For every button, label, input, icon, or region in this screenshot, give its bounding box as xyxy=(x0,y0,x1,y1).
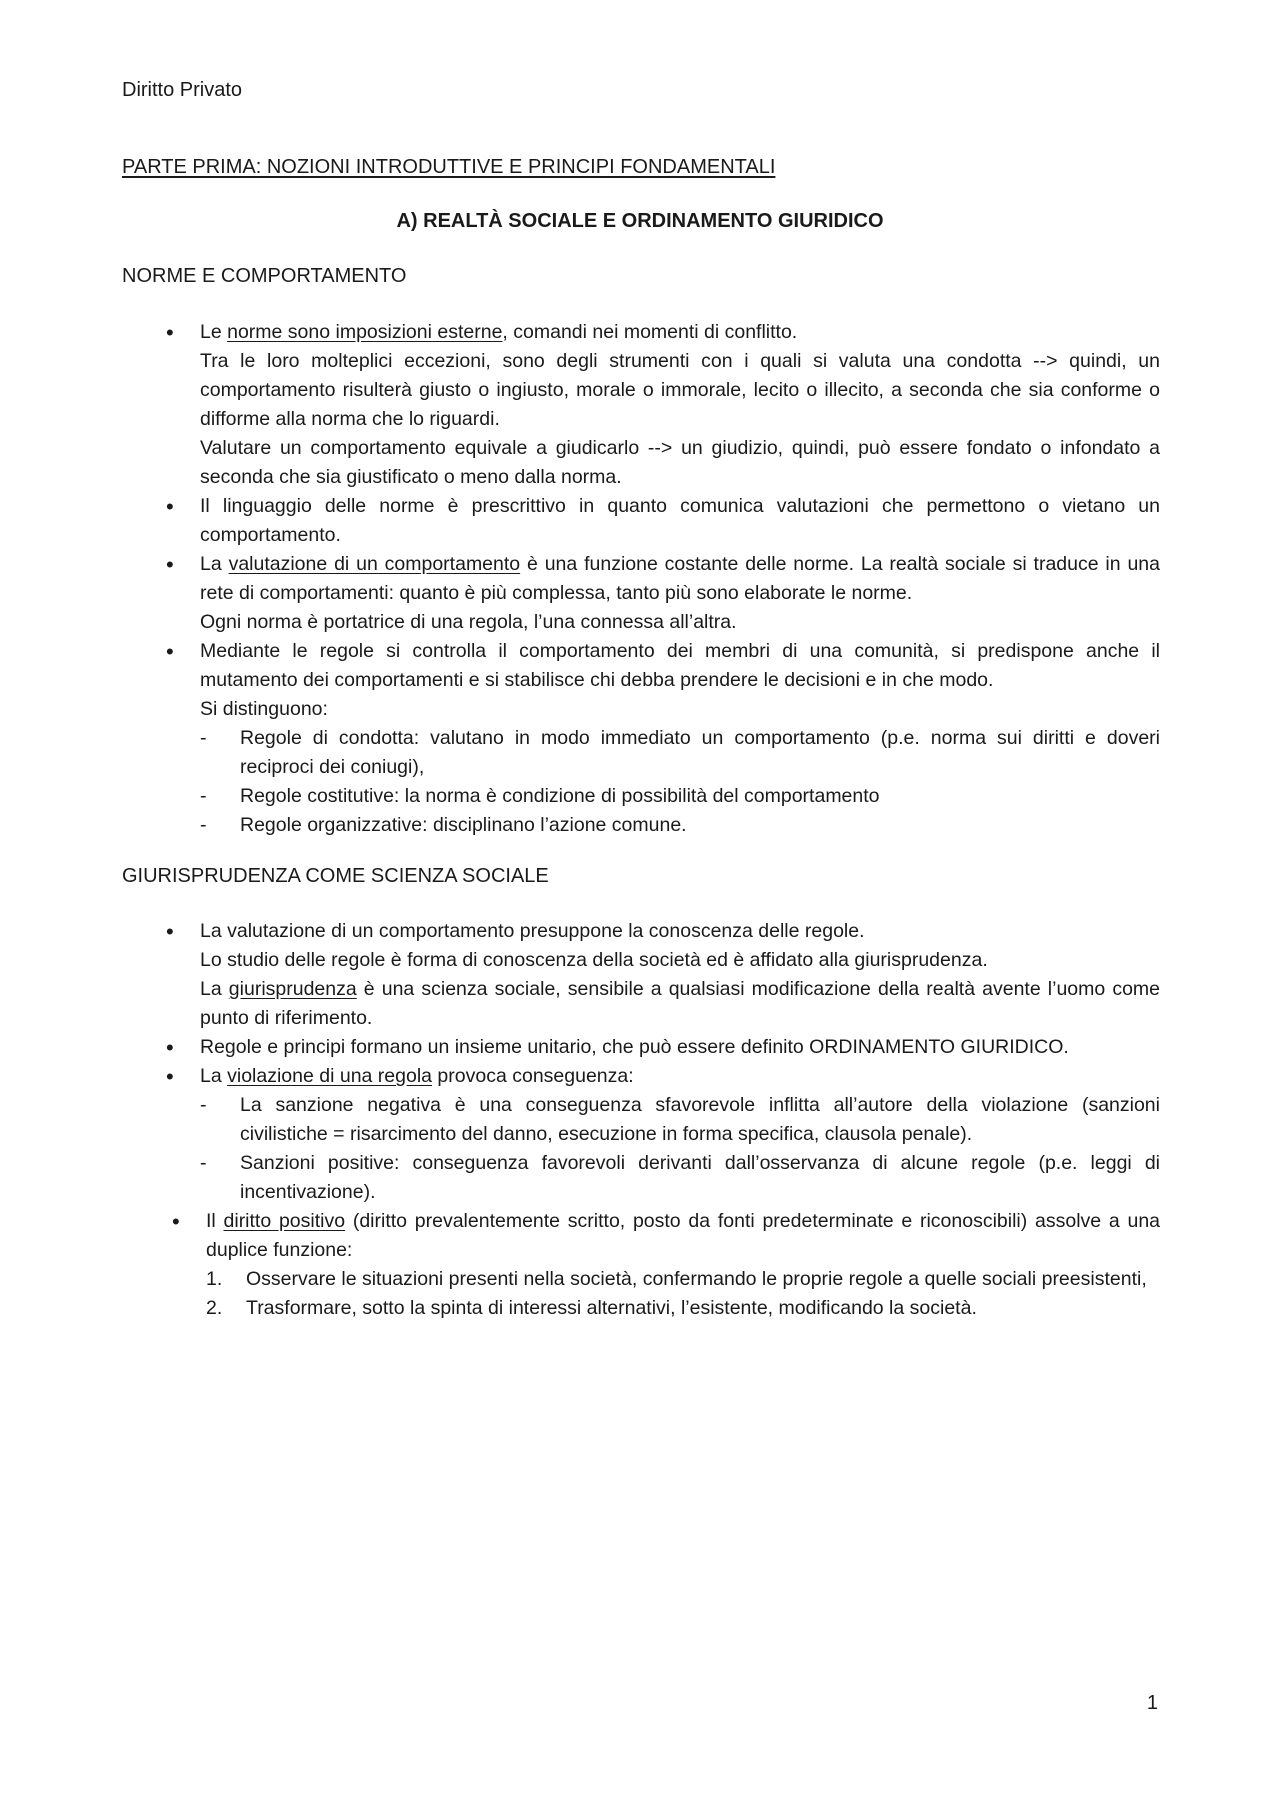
dash-list xyxy=(200,724,1160,840)
list-item: • La valutazione di un comportamento presuppone la conoscenza delle regole. Lo studio delle regole è forma di conoscenza della società ed è affidato alla giurisprudenza. La giurisprudenza è una scienza sociale, sensibile a qualsiasi modificazione della realtà avente l’uomo come punto di riferimento. xyxy=(200,917,1160,1033)
list-item: • La violazione di una regola provoca conseguenza: - La sanzione negativa è una conseguenza sfavorevole inflitta all’autore della violazione (sanzioni civilistiche = risarcimento del danno, esecuzione in forma specifica, clausola penale). - Sanzioni positive: conseguenza favorevoli derivanti dall’osservanza di alcune regole (p.e. leggi di incentivazione). xyxy=(200,1062,1160,1207)
list-item: • Mediante le regole si controlla il comportamento dei membri di una comunità, si predispone anche il mutamento dei comportamenti e si stabilisce chi debba prendere le decisioni e in che modo. Si distinguono: - Regole di condotta: valutano in modo immediato un comportamento (p.e. norma sui diritti e doveri reciproci dei coniugi), - Regole costitutive: la norma è condizione di possibilità del comportamento - Regole organizzative: disciplinano l’azione comune. xyxy=(200,637,1160,840)
paragraph-text: Tra le loro molteplici eccezioni, sono degli strumenti con i quali si valuta una condotta --> quindi, un comportamento risulterà giusto o ingiusto, morale o immorale, lecito o illecito, a seconda che sia conforme o difforme alla norma che lo riguardi. xyxy=(200,350,1160,430)
dash-item: - Sanzioni positive: conseguenza favorevoli derivanti dall’osservanza di alcune regole (p.e. leggi di incentivazione). xyxy=(200,1149,1160,1207)
section1-bullet-list xyxy=(200,318,1160,840)
section2-bullet-list xyxy=(200,917,1160,1323)
underlined-term: violazione di una regola xyxy=(227,1065,433,1087)
list-item: • La valutazione di un comportamento è una funzione costante delle norme. La realtà sociale si traduce in una rete di comportamenti: quanto è più complessa, tanto più sono elaborate le norme. Ogni norma è portatrice di una regola, l’una connessa all’altra. xyxy=(200,550,1160,637)
underlined-term: norme sono imposizioni esterne xyxy=(227,321,503,343)
list-item: • Il diritto positivo (diritto prevalentemente scritto, posto da fonti predeterminate e riconoscibili) assolve a una duplice funzione: 1. Osservare le situazioni presenti nella società, confermando le proprie regole a quelle sociali preesistenti, 2. Trasformare, sotto la spinta di interessi alternativi, l’esistente, modificando la società. xyxy=(200,1207,1160,1323)
dash-item: - Regole organizzative: disciplinano l’azione comune. xyxy=(200,811,1160,840)
underlined-term: giurisprudenza xyxy=(228,978,357,1000)
part-title: PARTE PRIMA: NOZIONI INTRODUTTIVE E PRINCIPI FONDAMENTALI xyxy=(122,156,776,178)
numbered-item: 2. Trasformare, sotto la spinta di interessi alternativi, l’esistente, modificando la società. xyxy=(206,1297,977,1319)
list-item: • Il linguaggio delle norme è prescrittivo in quanto comunica valutazioni che permettono o vietano un comportamento. xyxy=(200,492,1160,550)
document-title: Diritto Privato xyxy=(122,79,243,101)
underlined-term: valutazione di un comportamento xyxy=(228,553,521,575)
section-title-norme: NORME E COMPORTAMENTO xyxy=(122,265,407,287)
page-number: 1 xyxy=(1146,1692,1158,1714)
dash-list xyxy=(200,1091,1160,1207)
underlined-term: diritto positivo xyxy=(223,1210,346,1232)
dash-item: - Regole costitutive: la norma è condizione di possibilità del comportamento xyxy=(200,782,1160,811)
paragraph-text: Valutare un comportamento equivale a giudicarlo --> un giudizio, quindi, può essere fondato o infondato a seconda che sia giustificato o meno dalla norma. xyxy=(200,437,1160,488)
dash-item: - Regole di condotta: valutano in modo immediato un comportamento (p.e. norma sui diritti e doveri reciproci dei coniugi), xyxy=(200,724,1160,782)
chapter-subtitle: A) REALTÀ SOCIALE E ORDINAMENTO GIURIDICO xyxy=(396,210,884,232)
numbered-list xyxy=(206,1265,1160,1323)
dash-item: - La sanzione negativa è una conseguenza sfavorevole inflitta all’autore della violazione (sanzioni civilistiche = risarcimento del danno, esecuzione in forma specifica, clausola penale). xyxy=(200,1091,1160,1149)
list-item: • Le norme sono imposizioni esterne, comandi nei momenti di conflitto. Tra le loro molteplici eccezioni, sono degli strumenti con i quali si valuta una condotta --> quindi, un comportamento risulterà giusto o ingiusto, morale o immorale, lecito o illecito, a seconda che sia conforme o difforme alla norma che lo riguardi. Valutare un comportamento equivale a giudicarlo --> un giudizio, quindi, può essere fondato o infondato a seconda che sia giustificato o meno dalla norma. xyxy=(200,318,1160,492)
numbered-item: 1. Osservare le situazioni presenti nella società, confermando le proprie regole a quelle sociali preesistenti, xyxy=(206,1268,1147,1290)
section-title-giurisprudenza: GIURISPRUDENZA COME SCIENZA SOCIALE xyxy=(122,865,549,887)
list-item: • Regole e principi formano un insieme unitario, che può essere definito ORDINAMENTO GIURIDICO. xyxy=(200,1033,1160,1062)
